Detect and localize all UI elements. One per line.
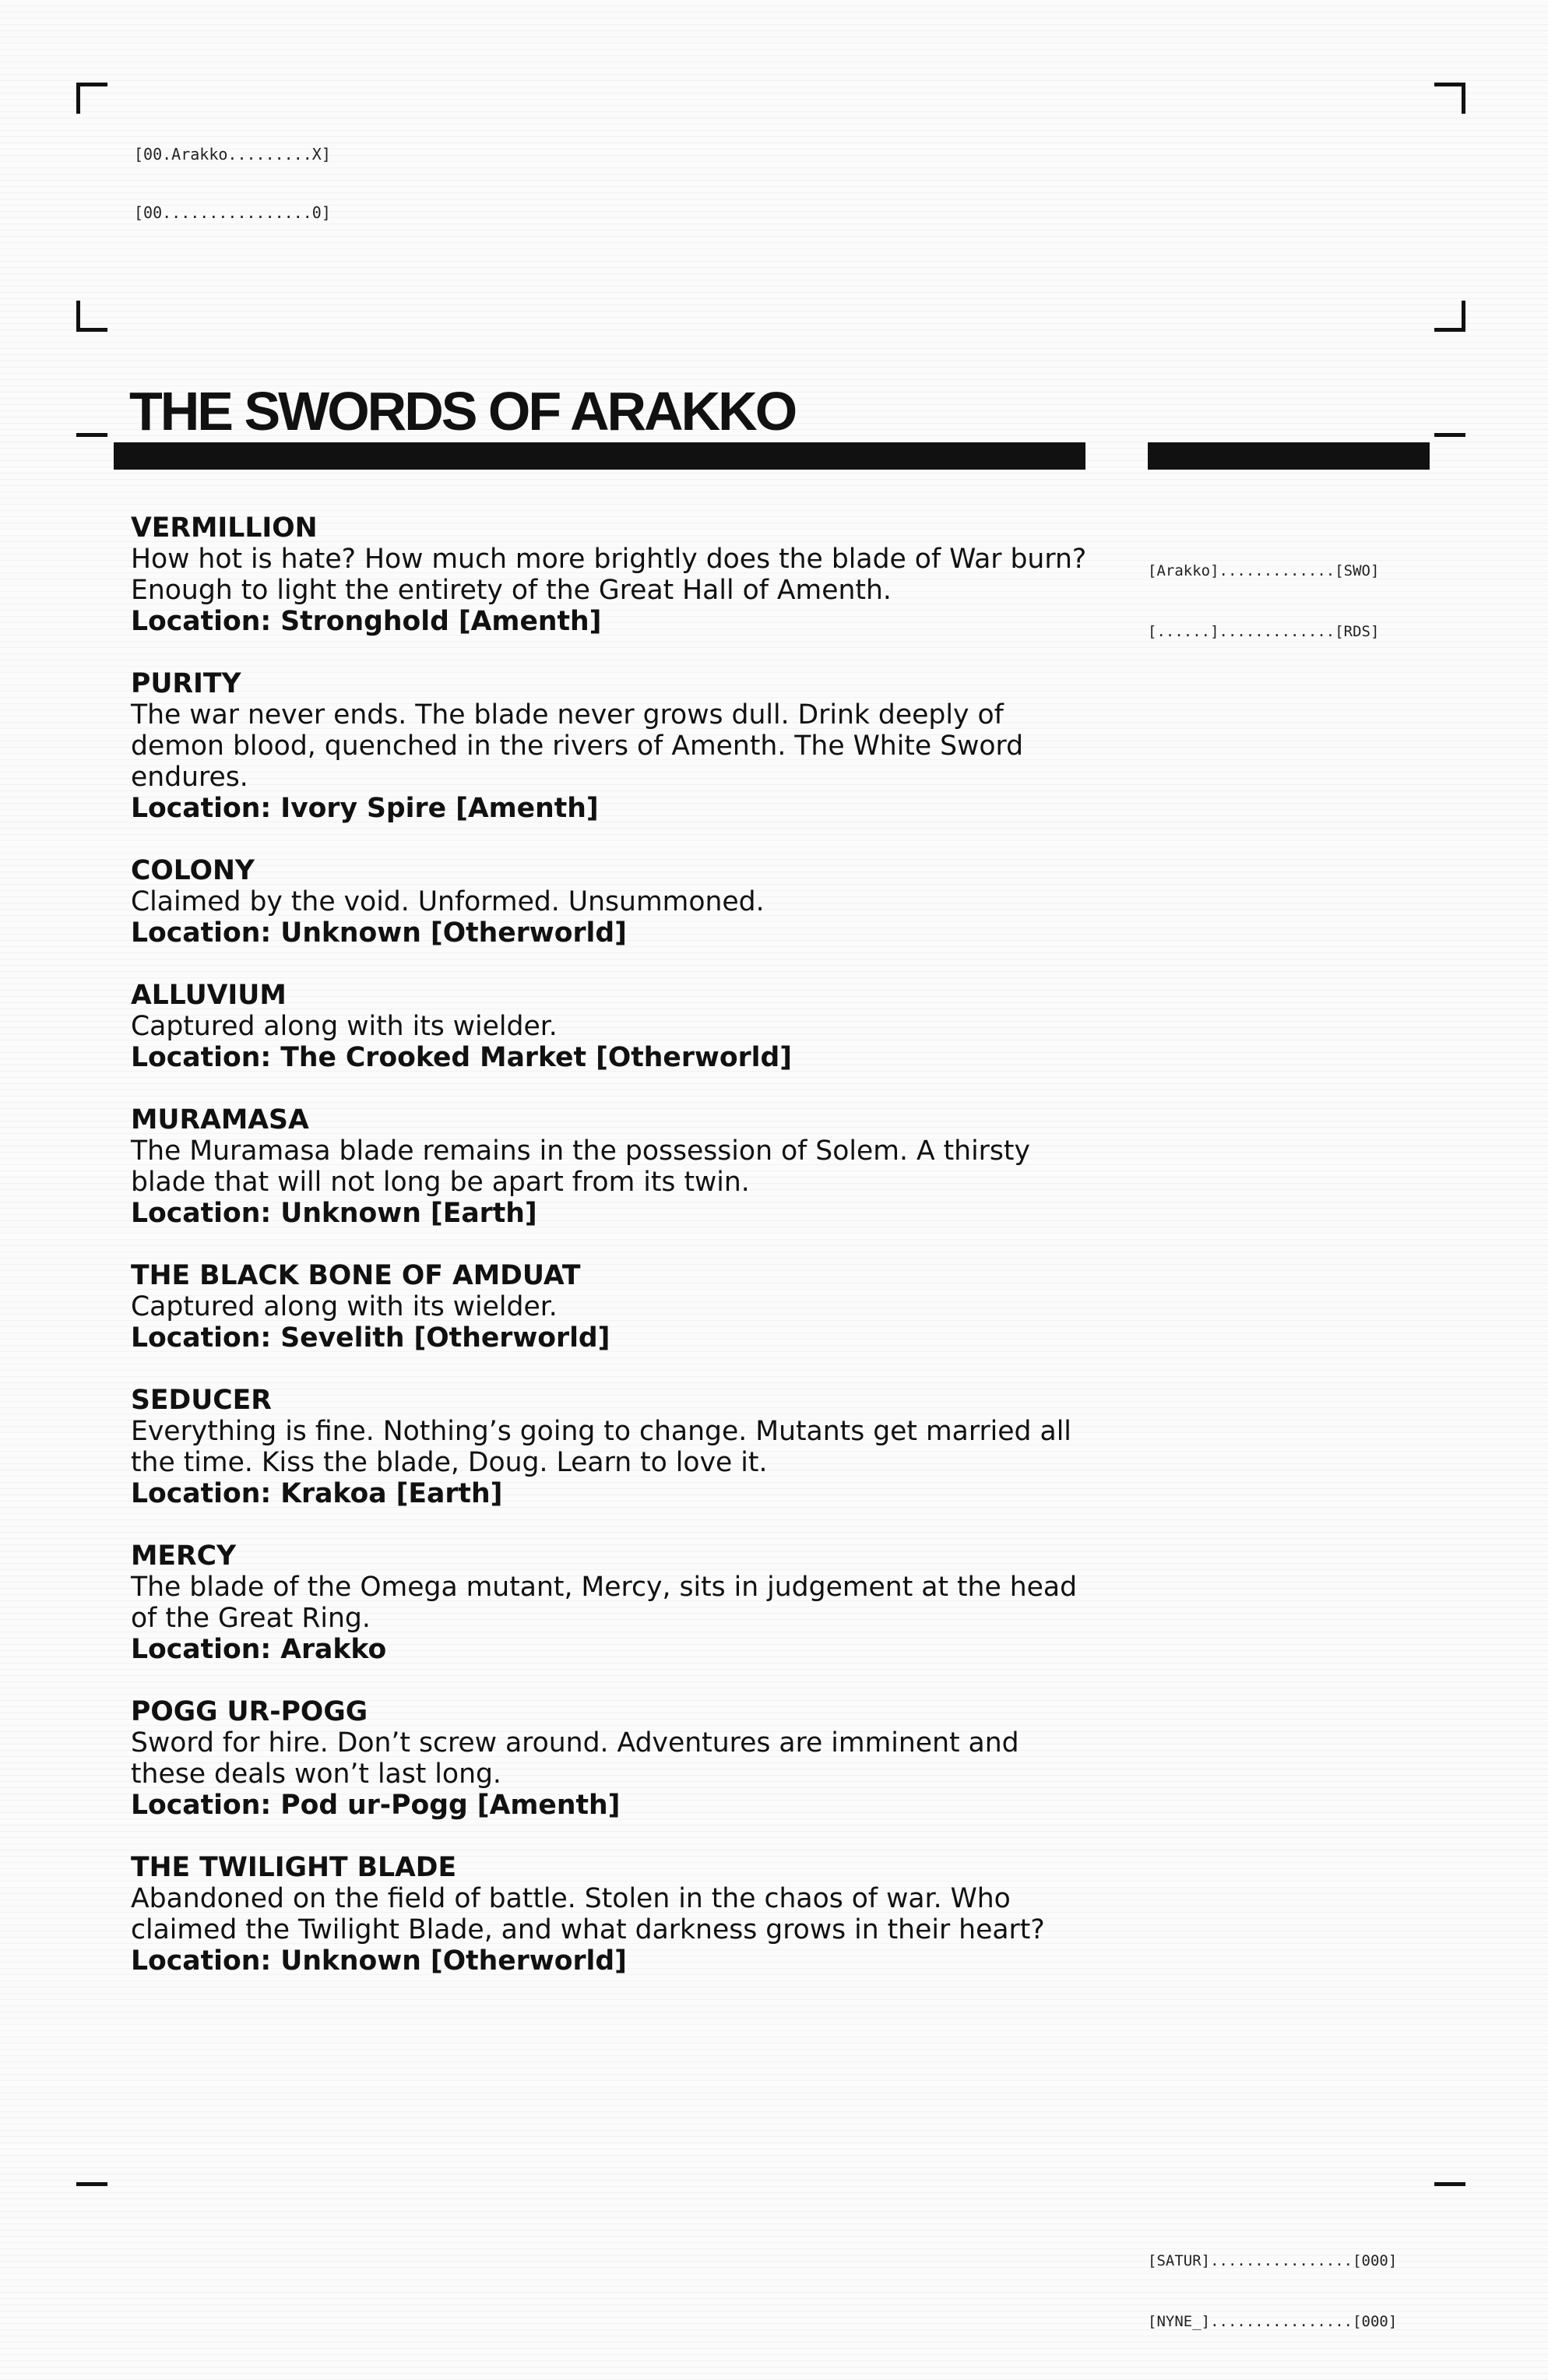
sword-name: MURAMASA: [131, 1104, 309, 1135]
sword-description: How hot is hate? How much more brightly does the blade of War burn? Enough to light the entirety of the Great Hall of Amenth.: [131, 544, 1087, 606]
sword-entry-colony: [131, 855, 1096, 949]
tick-mark-left: [76, 433, 107, 437]
sword-name: POGG UR-POGG: [131, 1696, 368, 1727]
sword-name: COLONY: [131, 855, 255, 886]
sword-description: The war never ends. The blade never grows dull. Drink deeply of demon blood, quenched in the rivers of Amenth. The White Sword endures.: [131, 699, 1024, 793]
sword-entry-pogg-ur-pogg: [131, 1696, 1096, 1821]
sword-name: MERCY: [131, 1540, 237, 1572]
title-rule-bar: [114, 442, 1085, 470]
sword-entry-black-bone-of-amduat: [131, 1260, 1096, 1354]
sword-description: Captured along with its wielder.: [131, 1011, 558, 1042]
side-code: [1148, 520, 1379, 662]
page-title: THE SWORDS OF ARAKKO: [129, 381, 796, 442]
sword-location: Location: Pod ur-Pogg [Amenth]: [131, 1790, 621, 1821]
footer-code-line-2: [NYNE_]................[000]: [1148, 2313, 1398, 2330]
sword-description: Sword for hire. Don’t screw around. Adventures are imminent and these deals won’t last long.: [131, 1727, 1019, 1790]
sword-description: Claimed by the void. Unformed. Unsummoned.: [131, 886, 765, 917]
sword-entry-vermillion: [131, 512, 1096, 637]
sword-location: Location: Unknown [Otherworld]: [131, 1945, 627, 1977]
sword-description: Captured along with its wielder.: [131, 1291, 558, 1322]
sword-entry-twilight-blade: [131, 1852, 1096, 1977]
side-rule-bar: [1148, 442, 1430, 470]
sword-location: Location: The Crooked Market [Otherworld]: [131, 1042, 793, 1073]
sword-location: Location: Stronghold [Amenth]: [131, 606, 602, 637]
sword-entry-seducer: [131, 1385, 1096, 1509]
tick-mark-bottom-right: [1434, 2182, 1465, 2186]
sword-description: Everything is fine. Nothing’s going to change. Mutants get married all the time. Kiss the blade, Doug. Learn to love it.: [131, 1416, 1071, 1478]
sword-name: PURITY: [131, 668, 241, 699]
footer-code: [1148, 2210, 1397, 2352]
sword-description: Abandoned on the field of battle. Stolen in the chaos of war. Who claimed the Twilight Blade, and what darkness grows in their heart?: [131, 1883, 1045, 1945]
sword-entry-purity: [131, 668, 1096, 824]
sword-name: SEDUCER: [131, 1385, 272, 1416]
footer-code-line-1: [SATUR]................[000]: [1148, 2252, 1398, 2269]
tick-mark-bottom-left: [76, 2182, 107, 2186]
sword-entry-muramasa: [131, 1104, 1096, 1229]
sword-location: Location: Sevelith [Otherworld]: [131, 1322, 610, 1354]
sword-name: ALLUVIUM: [131, 980, 287, 1011]
sword-location: Location: Ivory Spire [Amenth]: [131, 793, 599, 824]
header-code-line-1: [00.Arakko.........X]: [134, 145, 331, 164]
header-code: [134, 106, 331, 242]
tick-mark-right: [1434, 433, 1465, 437]
sword-description: The Muramasa blade remains in the possession of Solem. A thirsty blade that will not long be apart from its twin.: [131, 1135, 1030, 1198]
header-code-line-2: [00................0]: [134, 203, 331, 222]
sword-name: THE TWILIGHT BLADE: [131, 1852, 457, 1883]
sword-location: Location: Krakoa [Earth]: [131, 1478, 503, 1509]
sword-description: The blade of the Omega mutant, Mercy, sits in judgement at the head of the Great Ring.: [131, 1572, 1078, 1634]
side-code-line-1: [Arakko].............[SWO]: [1148, 562, 1380, 579]
sword-list: [131, 512, 1096, 2008]
sword-location: Location: Unknown [Otherworld]: [131, 917, 627, 949]
sword-entry-mercy: [131, 1540, 1096, 1665]
sword-location: Location: Arakko: [131, 1634, 387, 1665]
sword-name: VERMILLION: [131, 512, 318, 544]
side-code-line-2: [......].............[RDS]: [1148, 623, 1380, 640]
sword-name: THE BLACK BONE OF AMDUAT: [131, 1260, 581, 1291]
sword-location: Location: Unknown [Earth]: [131, 1198, 537, 1229]
sword-entry-alluvium: [131, 980, 1096, 1073]
